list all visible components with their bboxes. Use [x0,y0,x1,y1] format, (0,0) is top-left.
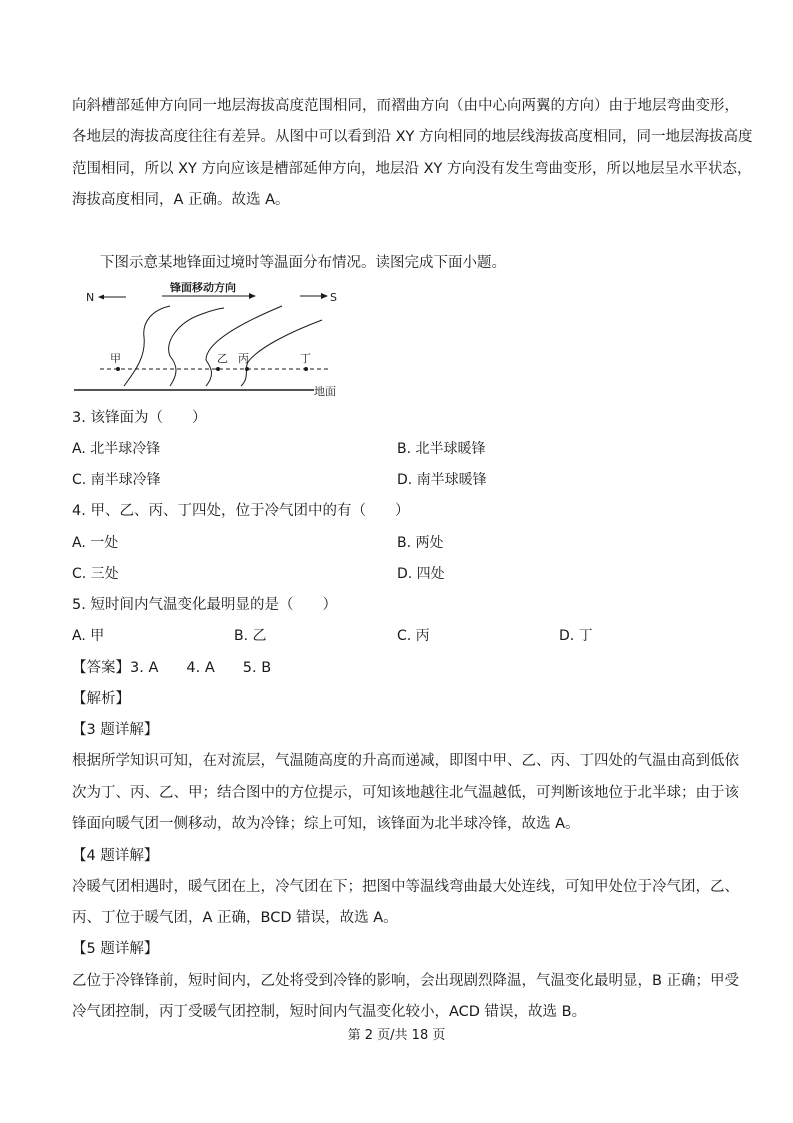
isotherm-line [206,306,282,386]
question-4-option-b[interactable]: B. 两处 [397,535,444,551]
point-jia-dot [116,367,120,371]
question-4-stem: 4. 甲、乙、丙、丁四处，位于冷气团中的有（ ） [72,503,410,519]
front-direction-label: 锋面移动方向 [170,282,236,294]
question-intro: 下图示意某地锋面过境时等温面分布情况。读图完成下面小题。 [100,255,506,271]
isotherm-line [169,308,224,386]
question-5-option-b[interactable]: B. 乙 [234,628,267,644]
point-bing-dot [245,367,249,371]
answer-item: 5. B [242,660,272,676]
question-3-option-d[interactable]: D. 南半球暖锋 [397,472,487,488]
ground-label: 地面 [314,385,336,398]
point-yi-dot [216,367,220,371]
detail-3-line: 次为丁、丙、乙、甲；结合图中的方位提示，可知该地越往北气温越低，可判断该地位于北半球；由于该 [72,785,739,801]
north-arrowhead [98,295,104,300]
south-arrowhead [321,293,328,299]
question-3-stem: 3. 该锋面为（ ） [72,410,207,426]
paragraph-line: 范围相同，所以 XY 方向应该是槽部延伸方向，地层沿 XY 方向没有发生弯曲变形，所以地层呈水平状态， [72,161,752,177]
front-isotherm-diagram [66,282,356,400]
south-label: S [330,291,337,304]
question-5-option-c[interactable]: C. 丙 [397,628,430,644]
detail-4-line: 冷暖气团相遇时，暖气团在上，冷气团在下；把图中等温线弯曲最大处连线，可知甲处位于冷气团，乙、 [72,879,739,895]
detail-3-label: 【3 题详解】 [72,722,159,738]
detail-5-line: 乙位于冷锋锋前，短时间内，乙处将受到冷锋的影响，会出现剧烈降温，气温变化最明显，B 正确；甲受 [72,973,740,989]
question-5-option-d[interactable]: D. 丁 [559,628,593,644]
question-4-option-c[interactable]: C. 三处 [72,566,119,582]
answer-item: 3. A [130,660,159,676]
direction-arrowhead [249,293,256,299]
detail-3-line: 根据所学知识可知，在对流层，气温随高度的升高而递减，即图中甲、乙、丙、丁四处的气温由高到低依 [72,753,739,769]
point-jia-label: 甲 [110,352,121,365]
detail-3-line: 锋面向暖气团一侧移动，故为冷锋；综上可知，该锋面为北半球冷锋，故选 A。 [72,816,580,832]
detail-4-line: 丙、丁位于暖气团，A 正确，BCD 错误，故选 A。 [72,910,398,926]
detail-5-line: 冷气团控制，丙丁受暖气团控制，短时间内气温变化较小，ACD 错误，故选 B。 [72,1004,587,1020]
analysis-label: 【解析】 [72,691,130,707]
question-5-stem: 5. 短时间内气温变化最明显的是（ ） [72,597,337,613]
question-4-option-a[interactable]: A. 一处 [72,535,119,551]
detail-4-label: 【4 题详解】 [72,848,159,864]
question-4-option-d[interactable]: D. 四处 [397,566,445,582]
question-3-option-b[interactable]: B. 北半球暖锋 [397,441,486,457]
answer-item: 4. A [186,660,215,676]
isotherm-line [124,306,170,386]
point-yi-label: 乙 [217,352,228,365]
answer-label: 【答案】 [72,660,130,676]
answer-row [72,658,299,678]
point-bing-label: 丙 [238,352,249,365]
north-label: N [86,291,95,304]
paragraph-line: 各地层的海拔高度往往有差异。从图中可以看到沿 XY 方向相同的地层线海拔高度相同，同一地层海拔高度 [72,129,753,145]
detail-5-label: 【5 题详解】 [72,941,159,957]
point-ding-dot [304,367,308,371]
paragraph-line: 海拔高度相同，A 正确。故选 A。 [72,192,290,208]
point-ding-label: 丁 [300,352,311,365]
question-3-option-a[interactable]: A. 北半球冷锋 [72,441,161,457]
page-footer: 第 2 页/共 18 页 [347,1028,446,1043]
paragraph-line: 向斜槽部延伸方向同一地层海拔高度范围相同，而褶曲方向（由中心向两翼的方向）由于地层弯曲变形， [72,98,739,114]
question-3-option-c[interactable]: C. 南半球冷锋 [72,472,161,488]
question-5-option-a[interactable]: A. 甲 [72,628,105,644]
